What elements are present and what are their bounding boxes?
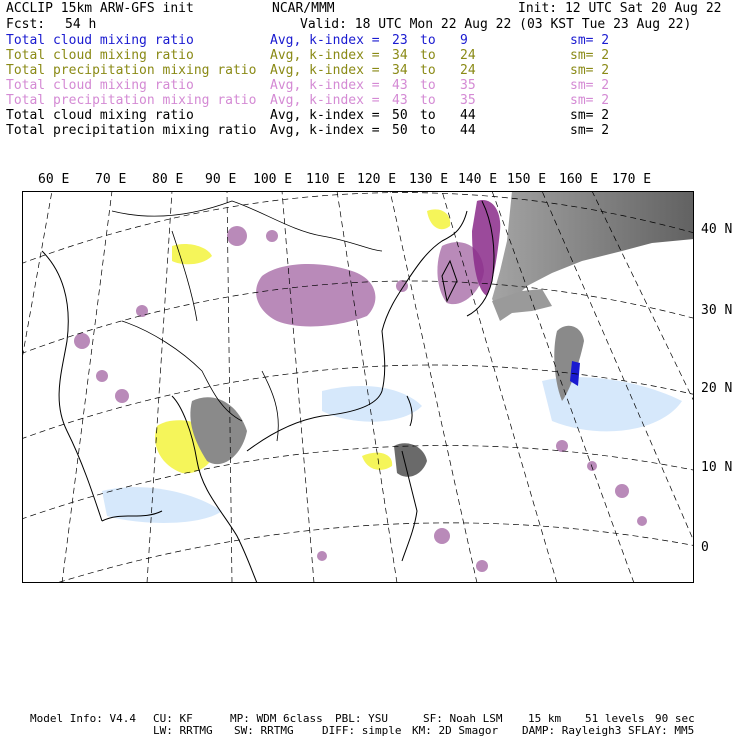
legend-smoothing: sm= 2 bbox=[570, 123, 610, 138]
longitude-label: 100 E bbox=[253, 172, 293, 187]
legend-k-from: 34 bbox=[392, 63, 408, 78]
legend-avg-label: Avg, k-index = bbox=[270, 78, 380, 93]
longitude-label: 160 E bbox=[559, 172, 599, 187]
legend-k-from: 34 bbox=[392, 48, 408, 63]
legend-layer-name: Total cloud mixing ratio bbox=[6, 78, 194, 93]
legend-to-word: to bbox=[420, 63, 436, 78]
legend-k-to: 9 bbox=[460, 33, 468, 48]
footer-item: SW: RRTMG bbox=[234, 724, 294, 737]
legend-layer-name: Total cloud mixing ratio bbox=[6, 48, 194, 63]
legend-k-from: 23 bbox=[392, 33, 408, 48]
footer-item: LW: RRTMG bbox=[153, 724, 213, 737]
longitude-label: 90 E bbox=[205, 172, 237, 187]
latitude-label: 0 bbox=[701, 540, 709, 555]
footer-item: SFLAY: MM5 bbox=[628, 724, 695, 737]
legend-to-word: to bbox=[420, 108, 436, 123]
longitude-label: 110 E bbox=[306, 172, 346, 187]
latitude-label: 10 N bbox=[701, 460, 733, 475]
legend-avg-label: Avg, k-index = bbox=[270, 123, 380, 138]
legend-k-to: 44 bbox=[460, 108, 476, 123]
legend-k-from: 50 bbox=[392, 108, 408, 123]
longitude-label: 80 E bbox=[152, 172, 184, 187]
map-canvas bbox=[22, 191, 694, 583]
legend-k-to: 35 bbox=[460, 93, 476, 108]
footer-item: 51 levels bbox=[585, 712, 645, 725]
longitude-label: 140 E bbox=[458, 172, 498, 187]
legend-smoothing: sm= 2 bbox=[570, 33, 610, 48]
legend-layer-name: Total precipitation mixing ratio bbox=[6, 123, 257, 138]
longitude-label: 70 E bbox=[95, 172, 127, 187]
legend-smoothing: sm= 2 bbox=[570, 48, 610, 63]
longitude-label: 130 E bbox=[409, 172, 449, 187]
legend-k-from: 43 bbox=[392, 78, 408, 93]
legend-k-from: 43 bbox=[392, 93, 408, 108]
header-fcst-label: Fcst: bbox=[6, 17, 46, 32]
header-center-title: NCAR/MMM bbox=[272, 1, 335, 16]
legend-to-word: to bbox=[420, 33, 436, 48]
footer-item: PBL: YSU bbox=[335, 712, 388, 725]
legend-to-word: to bbox=[420, 78, 436, 93]
legend-layer-name: Total precipitation mixing ratio bbox=[6, 93, 257, 108]
legend-to-word: to bbox=[420, 93, 436, 108]
footer-item: DAMP: Rayleigh3 bbox=[522, 724, 622, 737]
footer-item: MP: WDM 6class bbox=[230, 712, 323, 725]
header-init-text: Init: 12 UTC Sat 20 Aug 22 bbox=[518, 1, 722, 16]
legend-avg-label: Avg, k-index = bbox=[270, 93, 380, 108]
legend-avg-label: Avg, k-index = bbox=[270, 108, 380, 123]
longitude-label: 120 E bbox=[357, 172, 397, 187]
legend-layer-name: Total precipitation mixing ratio bbox=[6, 63, 257, 78]
legend-k-to: 24 bbox=[460, 63, 476, 78]
legend-smoothing: sm= 2 bbox=[570, 108, 610, 123]
legend-layer-name: Total cloud mixing ratio bbox=[6, 33, 194, 48]
latitude-label: 20 N bbox=[701, 381, 733, 396]
footer-item: KM: 2D Smagor bbox=[412, 724, 499, 737]
legend-k-to: 24 bbox=[460, 48, 476, 63]
legend-k-to: 44 bbox=[460, 123, 476, 138]
header-left-title: ACCLIP 15km ARW-GFS init bbox=[6, 1, 194, 16]
precip-field-china-purple bbox=[256, 264, 375, 326]
latitude-label: 30 N bbox=[701, 303, 733, 318]
footer-item: DIFF: simple bbox=[322, 724, 402, 737]
map-panel bbox=[22, 191, 694, 583]
legend-smoothing: sm= 2 bbox=[570, 93, 610, 108]
header-valid-text: Valid: 18 UTC Mon 22 Aug 22 (03 KST Tue 23 Aug 22) bbox=[300, 17, 692, 32]
legend-avg-label: Avg, k-index = bbox=[270, 63, 380, 78]
legend-to-word: to bbox=[420, 48, 436, 63]
legend-avg-label: Avg, k-index = bbox=[270, 33, 380, 48]
latitude-label: 40 N bbox=[701, 222, 733, 237]
header-fcst-value: 54 h bbox=[65, 17, 97, 32]
legend-layer-name: Total cloud mixing ratio bbox=[6, 108, 194, 123]
longitude-label: 150 E bbox=[507, 172, 547, 187]
longitude-label: 60 E bbox=[38, 172, 70, 187]
longitude-label: 170 E bbox=[612, 172, 652, 187]
footer-item: CU: KF bbox=[153, 712, 193, 725]
footer-item: SF: Noah LSM bbox=[423, 712, 503, 725]
legend-k-to: 35 bbox=[460, 78, 476, 93]
footer-item: 90 sec bbox=[655, 712, 695, 725]
legend-smoothing: sm= 2 bbox=[570, 63, 610, 78]
legend-avg-label: Avg, k-index = bbox=[270, 48, 380, 63]
legend-to-word: to bbox=[420, 123, 436, 138]
legend-k-from: 50 bbox=[392, 123, 408, 138]
footer-item: Model Info: V4.4 bbox=[30, 712, 136, 725]
legend-smoothing: sm= 2 bbox=[570, 78, 610, 93]
footer-item: 15 km bbox=[528, 712, 562, 725]
